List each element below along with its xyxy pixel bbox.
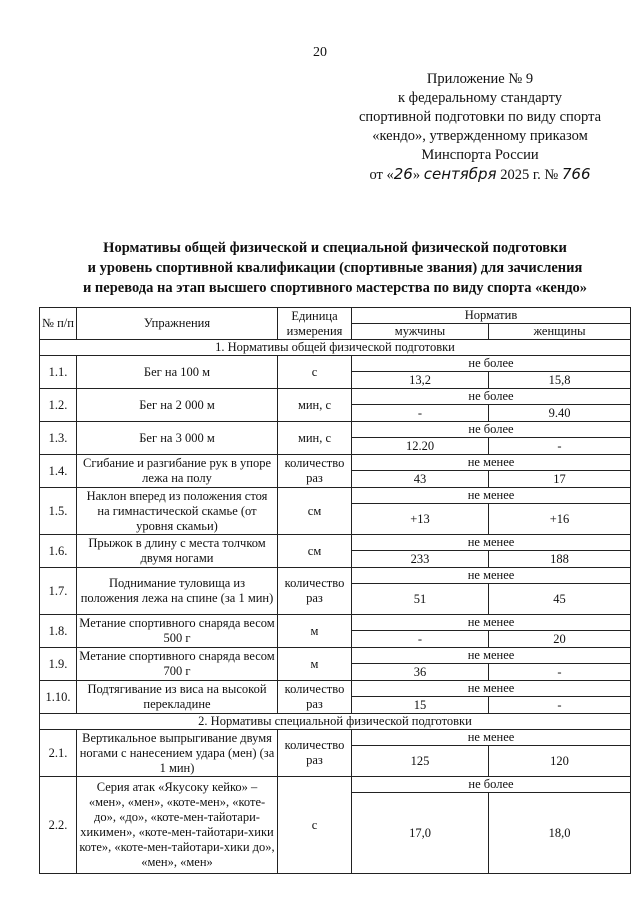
- value-men: -: [352, 405, 489, 422]
- row-condition: не менее: [352, 615, 631, 631]
- section-title: 2. Нормативы специальной физической подготовки: [40, 714, 631, 730]
- row-condition: не менее: [352, 535, 631, 551]
- annex-line: к федеральному стандарту: [398, 90, 562, 106]
- value-women: -: [489, 438, 631, 455]
- row-condition: не менее: [352, 681, 631, 697]
- table-row: [40, 389, 631, 405]
- value-women: 188: [489, 551, 631, 568]
- norms-table: [39, 307, 631, 874]
- row-number: 1.4.: [40, 455, 77, 488]
- row-unit: с: [278, 356, 352, 389]
- value-men: 36: [352, 664, 489, 681]
- row-unit: количество раз: [278, 681, 352, 714]
- table-row: [40, 681, 631, 697]
- section-title: 1. Нормативы общей физической подготовки: [40, 340, 631, 356]
- row-exercise: Сгибание и разгибание рук в упоре лежа на полу: [77, 455, 278, 488]
- row-condition: не более: [352, 389, 631, 405]
- date-year-text: 2025 г. №: [500, 167, 559, 183]
- date-month-handwritten: сентября: [423, 165, 497, 183]
- value-men: +13: [352, 504, 489, 535]
- row-unit: м: [278, 648, 352, 681]
- value-women: 9.40: [489, 405, 631, 422]
- value-women: 20: [489, 631, 631, 648]
- row-exercise: Метание спортивного снаряда весом 500 г: [77, 615, 278, 648]
- row-exercise: Поднимание туловища из положения лежа на спине (за 1 мин): [77, 568, 278, 615]
- row-unit: мин, с: [278, 389, 352, 422]
- header-men: мужчины: [352, 324, 489, 340]
- value-men: 17,0: [352, 793, 489, 874]
- row-number: 2.2.: [40, 777, 77, 874]
- row-number: 1.7.: [40, 568, 77, 615]
- row-exercise: Вертикальное выпрыгивание двумя ногами с нанесением удара (мен) (за 1 мин): [77, 730, 278, 777]
- row-exercise: Наклон вперед из положения стоя на гимнастической скамье (от уровня скамьи): [77, 488, 278, 535]
- header-num: № п/п: [40, 308, 77, 340]
- row-exercise: Метание спортивного снаряда весом 700 г: [77, 648, 278, 681]
- value-men: -: [352, 631, 489, 648]
- date-mid: »: [412, 167, 421, 183]
- table-row: [40, 422, 631, 438]
- row-number: 1.9.: [40, 648, 77, 681]
- annex-line: Минспорта России: [421, 147, 539, 163]
- value-men: 51: [352, 584, 489, 615]
- row-condition: не более: [352, 422, 631, 438]
- date-prefix: от «: [369, 167, 394, 183]
- row-number: 1.1.: [40, 356, 77, 389]
- row-number: 1.10.: [40, 681, 77, 714]
- value-women: 15,8: [489, 372, 631, 389]
- row-exercise: Подтягивание из виса на высокой перекладине: [77, 681, 278, 714]
- value-women: 45: [489, 584, 631, 615]
- annex-date-line: [330, 165, 630, 185]
- row-number: 1.8.: [40, 615, 77, 648]
- row-exercise: Бег на 2 000 м: [77, 389, 278, 422]
- row-exercise: Серия атак «Якусоку кейко» – «мен», «мен», «коте-мен», «коте-до», «до», «коте-мен-тайотари-хикимен», «коте-мен-тайотари-хики коте», «коте-мен-тайотари-хики до», «мен», «мен»: [77, 777, 278, 874]
- row-unit: количество раз: [278, 455, 352, 488]
- row-unit: см: [278, 488, 352, 535]
- value-women: 120: [489, 746, 631, 777]
- row-unit: см: [278, 535, 352, 568]
- header-unit: Единица измерения: [278, 308, 352, 340]
- table-row: [40, 615, 631, 631]
- value-men: 125: [352, 746, 489, 777]
- annex-line: «кендо», утвержденному приказом: [372, 128, 588, 144]
- row-condition: не более: [352, 777, 631, 793]
- value-women: -: [489, 697, 631, 714]
- table-row: [40, 455, 631, 471]
- row-exercise: Бег на 100 м: [77, 356, 278, 389]
- title-line: и уровень спортивной квалификации (спортивные звания) для зачисления: [87, 260, 583, 276]
- row-condition: не менее: [352, 648, 631, 664]
- page-number: 20: [313, 45, 327, 60]
- row-condition: не менее: [352, 568, 631, 584]
- row-exercise: Бег на 3 000 м: [77, 422, 278, 455]
- annex-line: спортивной подготовки по виду спорта: [358, 109, 602, 125]
- table-row: [40, 777, 631, 793]
- title-line: и перевода на этап высшего спортивного мастерства по виду спорта «кендо»: [82, 280, 588, 296]
- date-day-handwritten: 26: [393, 165, 413, 183]
- value-men: 12.20: [352, 438, 489, 455]
- document-title: [40, 238, 630, 298]
- value-women: 18,0: [489, 793, 631, 874]
- table-row: [40, 568, 631, 584]
- title-line: Нормативы общей физической и специальной физической подготовки: [103, 240, 567, 256]
- table-row: [40, 648, 631, 664]
- row-number: 1.5.: [40, 488, 77, 535]
- value-men: 15: [352, 697, 489, 714]
- row-exercise: Прыжок в длину с места толчком двумя ногами: [77, 535, 278, 568]
- annex-header: [330, 70, 630, 185]
- order-number-handwritten: 766: [561, 165, 591, 183]
- section-row: [40, 340, 631, 356]
- row-condition: не более: [352, 356, 631, 372]
- row-unit: м: [278, 615, 352, 648]
- row-unit: с: [278, 777, 352, 874]
- annex-line: Приложение № 9: [426, 71, 534, 87]
- header-women: женщины: [489, 324, 631, 340]
- row-condition: не менее: [352, 730, 631, 746]
- row-number: 1.6.: [40, 535, 77, 568]
- row-unit: мин, с: [278, 422, 352, 455]
- value-men: 43: [352, 471, 489, 488]
- section-row: [40, 714, 631, 730]
- value-men: 233: [352, 551, 489, 568]
- row-number: 1.3.: [40, 422, 77, 455]
- table-row: [40, 730, 631, 746]
- table-row: [40, 488, 631, 504]
- row-unit: количество раз: [278, 568, 352, 615]
- header-exercise: Упражнения: [77, 308, 278, 340]
- row-number: 1.2.: [40, 389, 77, 422]
- value-women: -: [489, 664, 631, 681]
- header-norm: Норматив: [352, 308, 631, 324]
- row-condition: не менее: [352, 488, 631, 504]
- row-number: 2.1.: [40, 730, 77, 777]
- row-unit: количество раз: [278, 730, 352, 777]
- table-row: [40, 356, 631, 372]
- row-condition: не менее: [352, 455, 631, 471]
- table-row: [40, 535, 631, 551]
- value-men: 13,2: [352, 372, 489, 389]
- value-women: +16: [489, 504, 631, 535]
- value-women: 17: [489, 471, 631, 488]
